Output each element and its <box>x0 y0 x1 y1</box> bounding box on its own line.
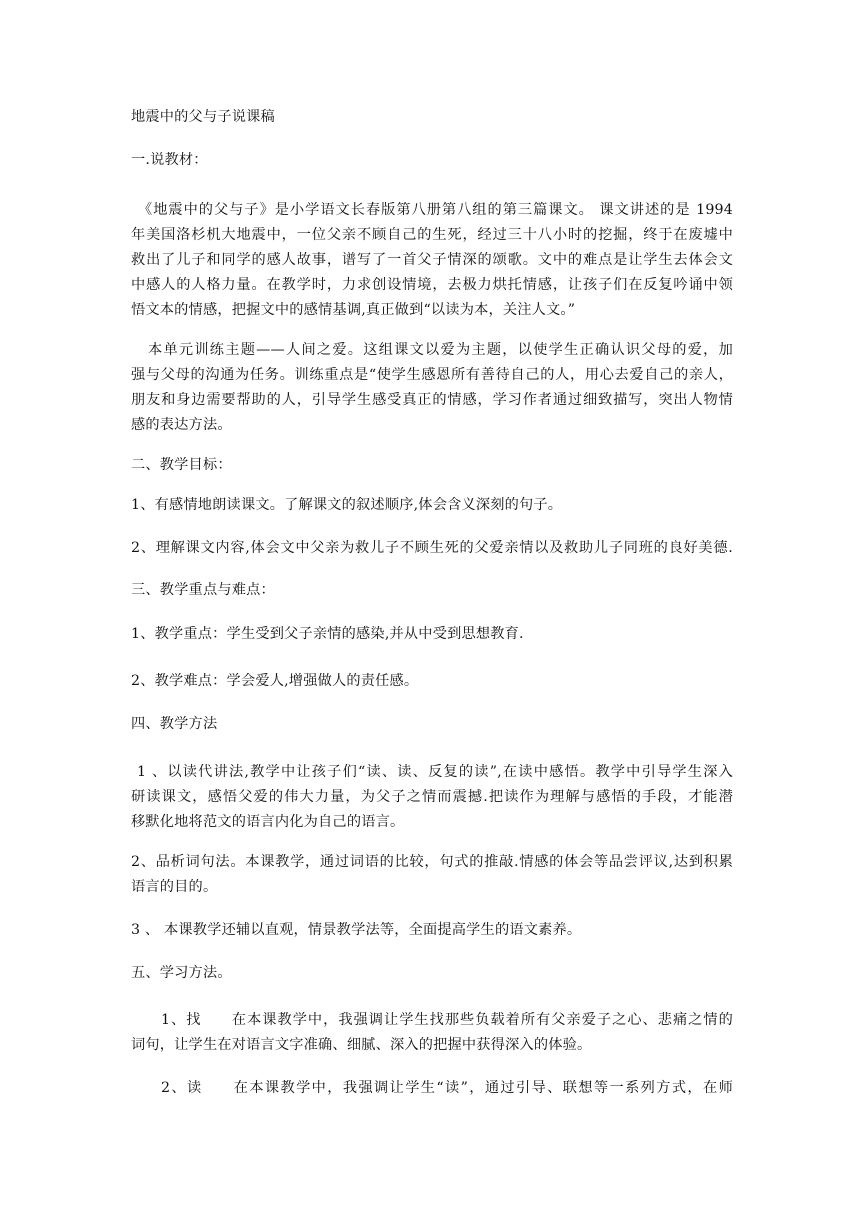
paragraph-unit-theme-line: 本单元训练主题——人间之爱。这组课文以爱为主题，以使学生正确认识父母的爱，加 <box>148 342 733 358</box>
method-item-1-line: 研读课文，感悟父爱的伟大力量，为父子之情而震撼.把读作为理解与感悟的手段，才能潜 <box>131 789 733 805</box>
paragraph-textbook-line: 救出了儿子和同学的感人故事，谱写了一首父子情深的颂歌。文中的难点是让学生去体会文 <box>131 252 733 268</box>
paragraph-unit-theme-line: 强与父母的沟通为任务。训练重点是“使学生感恩所有善待自己的人，用心去爱自己的亲人， <box>131 367 733 383</box>
method-item-2-line: 2、品析词句法。本课教学，通过词语的比较，句式的推敲.情感的体会等品尝评议,达到积累 <box>131 854 733 870</box>
key-point-item-2: 2、教学难点：学会爱人,增强做人的责任感。 <box>131 673 419 689</box>
section-heading-goals: 二、教学目标： <box>131 457 232 473</box>
document-title: 地震中的父与子说课稿 <box>131 109 275 125</box>
method-item-1-line: 移默化地将范文的语言内化为自己的语言。 <box>131 814 405 830</box>
paragraph-unit-theme-line: 感的表达方法。 <box>131 417 232 433</box>
paragraph-unit-theme-line: 朋友和身边需要帮助的人，引导学生感受真正的情感，学习作者通过细致描写，突出人物情 <box>131 392 733 408</box>
goal-item-1: 1、有感情地朗读课文。了解课文的叙述顺序,体会含义深刻的句子。 <box>131 497 563 513</box>
paragraph-textbook-line: 年美国洛杉机大地震中，一位父亲不顾自己的生死，经过三十八小时的挖掘，终于在废墟中 <box>131 227 733 243</box>
paragraph-textbook-line: 中感人的人格力量。在教学时，力求创设情境，去极力烘托情感，让孩子们在反复吟诵中领 <box>131 277 733 293</box>
method-item-3: 3 、 本课教学还辅以直观，情景教学法等，全面提高学生的语文素养。 <box>131 922 582 938</box>
learning-method-read-line: 2、读 在本课教学中，我强调让学生“读”，通过引导、联想等一系列方式，在师 <box>161 1080 733 1096</box>
section-heading-teaching-methods: 四、教学方法 <box>131 716 218 732</box>
section-heading-learning-methods: 五、学习方法。 <box>131 965 232 981</box>
goal-item-2: 2、理解课文内容,体会文中父亲为救儿子不顾生死的父爱亲情以及救助儿子同班的良好美德. <box>131 540 733 556</box>
learning-method-find-line: 1、找 在本课教学中，我强调让学生找那些负载着所有父亲爱子之心、悲痛之情的 <box>161 1012 733 1028</box>
section-heading-textbook: 一.说教材： <box>131 152 208 168</box>
learning-method-find-line: 词句，让学生在对语言文字准确、细腻、深入的把握中获得深入的体验。 <box>131 1037 592 1053</box>
method-item-1-line: 1 、以读代讲法,教学中让孩子们“读、读、反复的读”,在读中感悟。教学中引导学生深入 <box>137 764 733 780</box>
paragraph-textbook-line: 《地震中的父与子》是小学语文长春版第八册第八组的第三篇课文。 课文讲述的是 1994 <box>138 202 733 218</box>
section-heading-key-points: 三、教学重点与难点： <box>131 582 275 598</box>
key-point-item-1: 1、教学重点：学生受到父子亲情的感染,并从中受到思想教育. <box>131 626 524 642</box>
paragraph-textbook-line: 悟文本的情感，把握文中的感情基调,真正做到“以读为本，关注人文。” <box>131 302 576 318</box>
method-item-2-line: 语言的目的。 <box>131 879 218 895</box>
